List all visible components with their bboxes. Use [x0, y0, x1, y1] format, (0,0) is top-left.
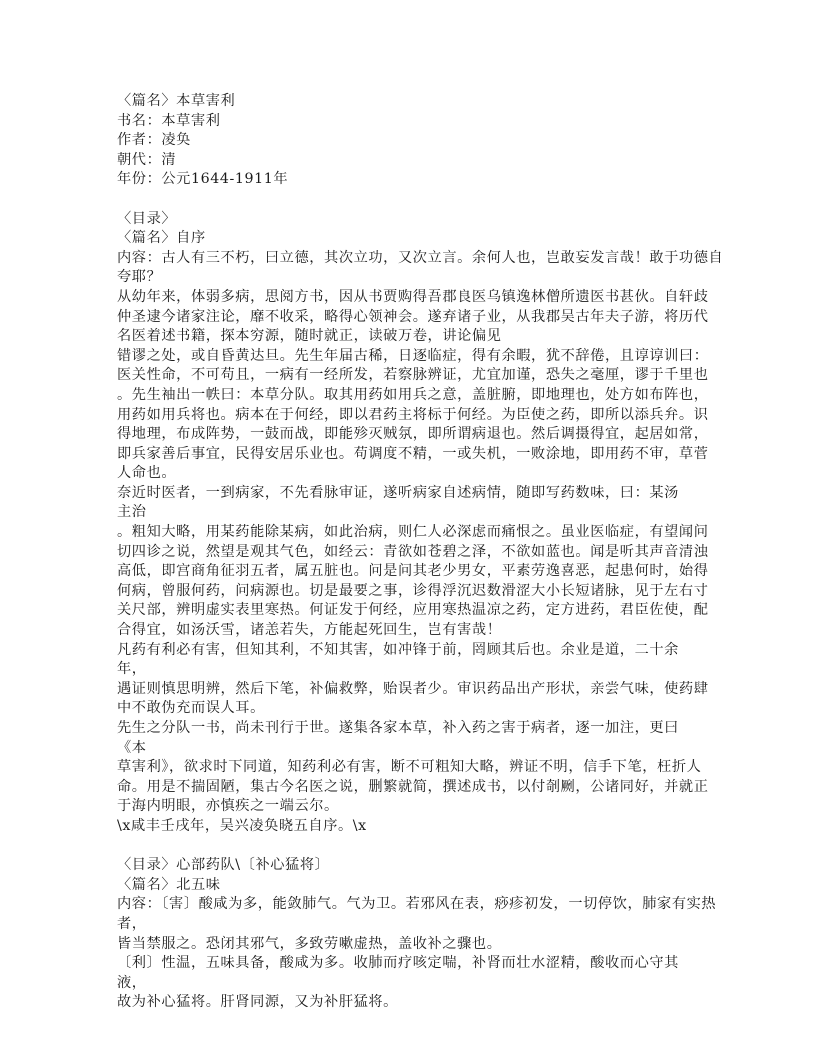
preface-signature: \x咸丰壬戌年，吴兴凌奂晓五自序。\x	[117, 817, 367, 834]
preface-pian-ming: 〈篇名〉自序	[117, 230, 206, 247]
text-line: 凡药有利必有害，但知其利，不知其害，如冲锋于前，罔顾其后也。余业是道，二十余	[117, 641, 679, 658]
text-line: 奈近时医者，一到病家，不先看脉审证，遂听病家自述病情，随即写药数味，曰：某汤	[117, 484, 679, 501]
text-line: 高低，即宫商角征羽五者，属五脏也。问是问其老少男女，平素劳逸喜恶，起患何时，始得	[117, 563, 709, 580]
text-line: 切四诊之说，然望是观其气色，如经云：青欲如苍碧之泽，不欲如蓝也。闻是听其声音清浊	[117, 543, 709, 560]
text-line: 关尺部，辨明虚实表里寒热。何证发于何经，应用寒热温凉之药，定方进药，君臣佐使，配	[117, 602, 709, 619]
chapter-pian-ming: 〈篇名〉北五味	[117, 876, 221, 893]
text-line: 何病，曾服何药，问病源也。切是最要之事，诊得浮沉迟数滑涩大小长短诸脉，见于左右寸	[117, 582, 709, 599]
book-years: 年份：公元1644-1911年	[117, 171, 289, 188]
text-line: 先生之分队一书，尚未刊行于世。遂集各家本草，补入药之害于病者，逐一加注，更曰	[117, 720, 679, 736]
text-line: 遇证则慎思明辨，然后下笔，补偏救弊，贻误者少。审识药品出产形状，亲尝气味，使药肆	[117, 680, 709, 697]
text-line: 得地理，布成阵势，一鼓而战，即能殄灭贼氛，即所谓病退也。然后调摄得宜，起居如常，	[117, 426, 709, 443]
text-line: 《本	[117, 739, 147, 756]
text-line: 中不敢伪充而误人耳。	[117, 700, 265, 717]
text-line: 皆当禁服之。恐闭其邪气，多致劳嗽虚热，盖收补之骤也。	[117, 935, 502, 952]
spacer	[117, 837, 687, 857]
book-pian-ming: 〈篇名〉本草害利	[117, 93, 236, 109]
book-author: 作者：凌奂	[117, 132, 191, 149]
text-line: 液，	[117, 974, 147, 991]
book-title: 书名：本草害利	[117, 112, 221, 129]
text-line: 。粗知大略，用某药能除某病，如此治病，则仁人必深虑而痛恨之。虽业医临症，有望闻问	[117, 524, 709, 541]
preface-toc: 〈目录〉	[117, 210, 177, 227]
text-line: 命。用是不揣固陋，集古今名医之说，删繁就简，撰述成书，以付剞劂，公诸同好，并就正	[117, 778, 709, 795]
text-line: 从幼年来，体弱多病，思阅方书，因从书贾购得吾郡良医乌镇逸林僧所遗医书甚伙。自轩歧	[117, 288, 709, 305]
preface-body	[117, 249, 724, 837]
text-line: 内容：古人有三不朽，曰立德，其次立功，又次立言。余何人也，岂敢妄发言哉！敢于功德自	[117, 249, 724, 266]
text-line: 错谬之处，或自昏黄达旦。先生年届古稀，日逐临症，得有余暇，犹不辞倦，且谆谆训曰：	[117, 347, 709, 364]
text-line: 〔利〕性温，五味具备，酸咸为多。收肺而疗咳定喘，补肾而壮水涩精，酸收而心守其	[117, 955, 679, 972]
book-dynasty: 朝代：清	[117, 151, 177, 168]
text-line: 人命也。	[117, 465, 177, 482]
text-line: 即兵家善后事宜，民得安居乐业也。苟调度不精，一或失机，一败涂地，即用药不审，草菅	[117, 445, 709, 462]
text-line: 草害利》，欲求时下同道，知药利必有害，断不可粗知大略，辨证不明，信手下笔，枉折人	[117, 759, 702, 776]
chapter-toc: 〈目录〉心部药队\〔补心猛将〕	[117, 857, 330, 874]
text-line: 者，	[117, 915, 147, 932]
spacer	[117, 190, 687, 210]
text-line: 内容：〔害〕酸咸为多，能敛肺气。气为卫。若邪风在表，痧疹初发，一切停饮，肺家有实热	[117, 896, 717, 913]
chapter-body	[117, 895, 717, 1013]
text-line: 年，	[117, 661, 147, 678]
text-line: 医关性命，不可苟且，一病有一经所发，若察脉辨证，尤宜加谨，恐失之毫厘，谬于千里也	[117, 367, 709, 384]
text-line: 仲圣逮今诸家注论，靡不收采，略得心领神会。遂弃诸子业，从我郡吴古年夫子游，将历代	[117, 308, 709, 325]
text-line: 于海内明眼，亦慎疾之一端云尔。	[117, 798, 339, 815]
text-line: 用药如用兵将也。病本在于何经，即以君药主将标于何经。为臣使之药，即所以添兵弁。识	[117, 406, 709, 423]
text-line: 合得宜，如汤沃雪，诸恙若失，方能起死回生，岂有害哉！	[117, 622, 502, 639]
text-line: 主治	[117, 504, 147, 521]
text-line: 夸耶？	[117, 269, 162, 286]
text-line: 故为补心猛将。肝肾同源，又为补肝猛将。	[117, 994, 398, 1011]
text-line: 。先生袖出一帙曰：本草分队。取其用药如用兵之意，盖脏腑，即地理也，处方如布阵也，	[117, 386, 709, 403]
text-line: 名医着述书籍，探本穷源，随时就正，读破万卷，讲论偏见	[117, 328, 502, 345]
document-page	[117, 92, 724, 1013]
